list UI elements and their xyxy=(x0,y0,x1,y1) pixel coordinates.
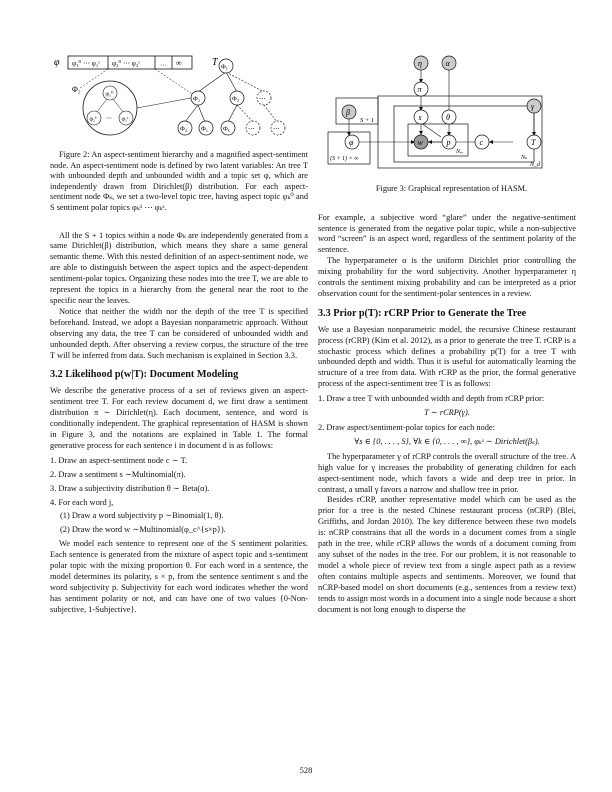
plate-beta-label: S + 1 xyxy=(360,117,375,124)
svg-text:γ: γ xyxy=(531,102,535,111)
tree-node-more-1 xyxy=(257,91,271,105)
tree-node-more-3 xyxy=(271,121,285,135)
node-c xyxy=(475,135,489,149)
mag-topic-0: φ₂⁰ xyxy=(105,91,114,98)
svg-text:φ: φ xyxy=(349,138,354,147)
plate-topics-label: (S + 1) × ∞ xyxy=(330,156,359,162)
list-item: 1. Draw a tree T with unbounded width and depth from rCRP prior: xyxy=(318,394,545,404)
topic-cell-3: … xyxy=(160,59,167,68)
node-phi xyxy=(345,135,359,149)
node-w xyxy=(414,135,428,149)
node-beta xyxy=(342,105,356,119)
node-s xyxy=(414,110,428,124)
section-heading-3-2: 3.2 Likelihood p(w|T): Document Modeling xyxy=(50,369,239,381)
paragraph: All the S + 1 topics within a node Φₖ are independently generated from a same Dirichlet(β) distribution, which means they share a same general semantic theme. With this nested definition of an aspect-sentiment node, we are able to distinguish between the aspect topics and the aspect-dependent sentiment-polar topics. Organizing these nodes into the tree T, we are able to represent the topics in a hierarchy from the general near the root to the specific near the leaves. xyxy=(50,230,308,305)
figure-3-caption: Figure 3: Graphical representation of HASM. xyxy=(375,184,528,193)
list-item: (1) Draw a word subjectivity p ∼Binomial(1, θ). xyxy=(60,511,224,521)
section-heading-3-3: 3.3 Prior p(T): rCRP Prior to Generate the Tree xyxy=(318,307,527,319)
svg-text:⋯: ⋯ xyxy=(248,125,255,133)
svg-text:η: η xyxy=(418,59,422,68)
tree-node-1 xyxy=(219,59,233,73)
topic-cell-4: ∞ xyxy=(176,58,182,68)
mag-topic-1: φ₂¹ xyxy=(89,116,97,123)
paragraph: For example, a subjective word “glare” under the negative-sentiment sentence is generated from the negative polar topic, while a non-subjective word “screen” is an aspect word, regardless of the sentiment polarity of the sentence. xyxy=(318,212,576,255)
svg-text:Φ₄: Φ₄ xyxy=(180,125,188,133)
topic-cell-2: φ₂⁰ ⋯ φ₂ˢ xyxy=(112,59,140,68)
word-steps-list xyxy=(50,511,308,536)
tree-node-3 xyxy=(230,91,244,105)
svg-text:Φ₂: Φ₂ xyxy=(193,95,201,103)
list-item: 4. For each word j, xyxy=(50,497,114,507)
tree-node-5 xyxy=(199,121,213,135)
tree-node-2 xyxy=(191,91,205,105)
mag-topic-s: φ₂ˢ xyxy=(121,116,129,123)
left-column xyxy=(50,52,308,616)
node-pi xyxy=(414,82,428,96)
plate-sentences-label: Nₛ xyxy=(521,155,528,161)
tree-node-more-2 xyxy=(246,121,260,135)
list-item: 2. Draw a sentiment s ∼Multinomial(π). xyxy=(50,469,186,479)
page-number: 528 xyxy=(299,765,313,775)
svg-text:p: p xyxy=(446,138,451,147)
svg-text:π: π xyxy=(417,85,422,94)
svg-text:β: β xyxy=(346,108,350,117)
svg-text:c: c xyxy=(479,138,484,147)
figure-3-diagram xyxy=(322,52,580,180)
paragraph: The hyperparameter γ of rCRP controls the overall structure of the tree. A high value for γ increases the probability of generating children for each aspect-sentiment node, which favors a wide and deep tree in prior. In contrast, a small γ favors a narrow and shallow tree in prior. xyxy=(318,451,576,494)
list-item: 3. Draw a subjectivity distribution θ ∼ Beta(α). xyxy=(50,483,210,493)
node-alpha xyxy=(442,56,456,70)
figure-2-caption: Figure 2: An aspect-sentiment hierarchy and a magnified aspect-sentiment node. An aspect-sentiment node is defined by two latent variables: An tree T with unbounded depth and unbounded width and a topic set φ, which are independently drawn from Dirichlet(β) distribution. For each aspect-sentiment node Φₖ, we set a two-level topic tree, having aspect topic φₖ⁰ and S sentiment polar topics φₖ¹ ⋯ φₖˢ. xyxy=(50,150,308,212)
plate-documents xyxy=(378,96,542,168)
figure-2-diagram xyxy=(50,52,308,144)
paragraph: Besides rCRP, another representative model which can be used as the prior for a tree is the nested Chinese restaurant process (nCRP) (Blei, Griffiths, and Jordan 2010). The key difference between these two models is: nCRP constrains that all the words in a document comes from a single path in the tree, while rCRP allows the words of a document coming from any subset of the nodes in the tree. For our problem, it is not reasonable to model a whole piece of review text from a single aspect path as a review often contains multiple aspects and sentiments. Moreover, we found that nCRP-based model on short documents (e.g., sentences from a review text) tends to assign most words in a document into a single node because a short document is not long enough to disperse the xyxy=(318,495,576,614)
mag-topic-dots: ⋯ xyxy=(106,116,112,122)
right-column xyxy=(318,52,576,615)
tree-steps-list-2 xyxy=(318,423,576,434)
svg-text:θ: θ xyxy=(446,113,450,122)
svg-text:w: w xyxy=(417,138,423,147)
tree-node-4 xyxy=(178,121,192,135)
tree-node-6 xyxy=(221,121,235,135)
node-p xyxy=(442,135,456,149)
node-eta xyxy=(414,56,428,70)
paragraph: We use a Bayesian nonparametric model, the recursive Chinese restaurant process (rCRP) (Kim et al. 2012), as a prior to generate the tree T. rCRP is a stochastic process which defines a probability p(T) for a tree T with unbounded depth and width. Thus it is useful for automatically learning the structure of a tree from data. With rCRP as the prior, the formal generative process of the aspect-sentiment tree T is as follows: xyxy=(318,324,576,389)
svg-text:Φ₁: Φ₁ xyxy=(221,63,229,71)
svg-text:Φ₆: Φ₆ xyxy=(223,125,231,133)
svg-text:⋯: ⋯ xyxy=(259,95,266,103)
paragraph: The hyperparameter α is the uniform Dirichlet prior controlling the mixing probability for the word subjectivity. Another hyperparameter η controls the sentiment mixing probability and can be interpreted as a prior observation count for the sentiment-polar sentences in a review. xyxy=(318,256,576,298)
svg-text:Φ₅: Φ₅ xyxy=(201,125,209,133)
paragraph: Notice that neither the width nor the depth of the tree T is specified beforehand. Instead, we adopt a Bayesian nonparametric approach. Without observing any data, the tree T can be considered of unbounded width and unbounded depth. After observing a review corpus, the structure of the tree T will be inferred from data. Such mechanism is explained in Section 3.3. xyxy=(50,306,308,360)
svg-text:⋯: ⋯ xyxy=(273,125,280,133)
node-T xyxy=(527,135,541,149)
equation-dirichlet: ∀s ∈ {0, . . . , S}, ∀k ∈ {0, . . . , ∞}, φₖˢ ∼ Dirichlet(βₛ). xyxy=(354,436,540,446)
svg-text:Φ₃: Φ₃ xyxy=(232,95,240,103)
tree-steps-list xyxy=(318,394,576,405)
node-theta xyxy=(442,110,456,124)
svg-text:α: α xyxy=(445,59,450,68)
list-item: 2. Draw aspect/sentiment-polar topics for each node: xyxy=(318,423,495,432)
plate-words-label: Nᵥᵥ xyxy=(456,149,464,155)
list-item: (2) Draw the word w ∼Multinomial(φ_c^{s×p}). xyxy=(60,525,226,535)
plate-documents-label: N_d xyxy=(530,162,541,168)
phi-symbol: φ xyxy=(54,57,60,68)
equation-rcrp: T ∼ rCRP(γ). xyxy=(424,408,470,418)
node-gamma xyxy=(527,99,541,113)
paragraph: We describe the generative process of a set of reviews given an aspect-sentiment tree T. For each review document d, we first draw a sentiment distribution π ∼ Dirichlet(η). Each document, sentence, and word is conditionally independent. The graphical representation of HASM is shown in Figure 3, and the notations are explained in Table 1. The formal generative process for each sentence i in document d is as follows: xyxy=(50,386,308,450)
topic-cell-1: φ₁⁰ ⋯ φ₁ˢ xyxy=(72,59,100,68)
tree-symbol: T xyxy=(212,57,218,68)
svg-text:T: T xyxy=(531,138,536,147)
generative-steps-list xyxy=(50,456,308,509)
phi2-label: Φ₂ xyxy=(72,85,81,94)
paragraph: We model each sentence to represent one of the S sentiment polarities. Each sentence is generated from the mixture of aspect topic and s-sentiment polar topic with the mixing proportion θ. For each word in a sentence, the model determines its polarity, s × p, from the sentence sentiment s and the word subjectivity p. Subjectivity for each word indicates whether the word has sentiment polarity or not, and can have one of two values {0-Non-subjective, 1-Subjective}. xyxy=(50,539,308,614)
svg-text:s: s xyxy=(418,113,422,122)
list-item: 1. Draw an aspect-sentiment node c ∼ T. xyxy=(50,455,188,465)
